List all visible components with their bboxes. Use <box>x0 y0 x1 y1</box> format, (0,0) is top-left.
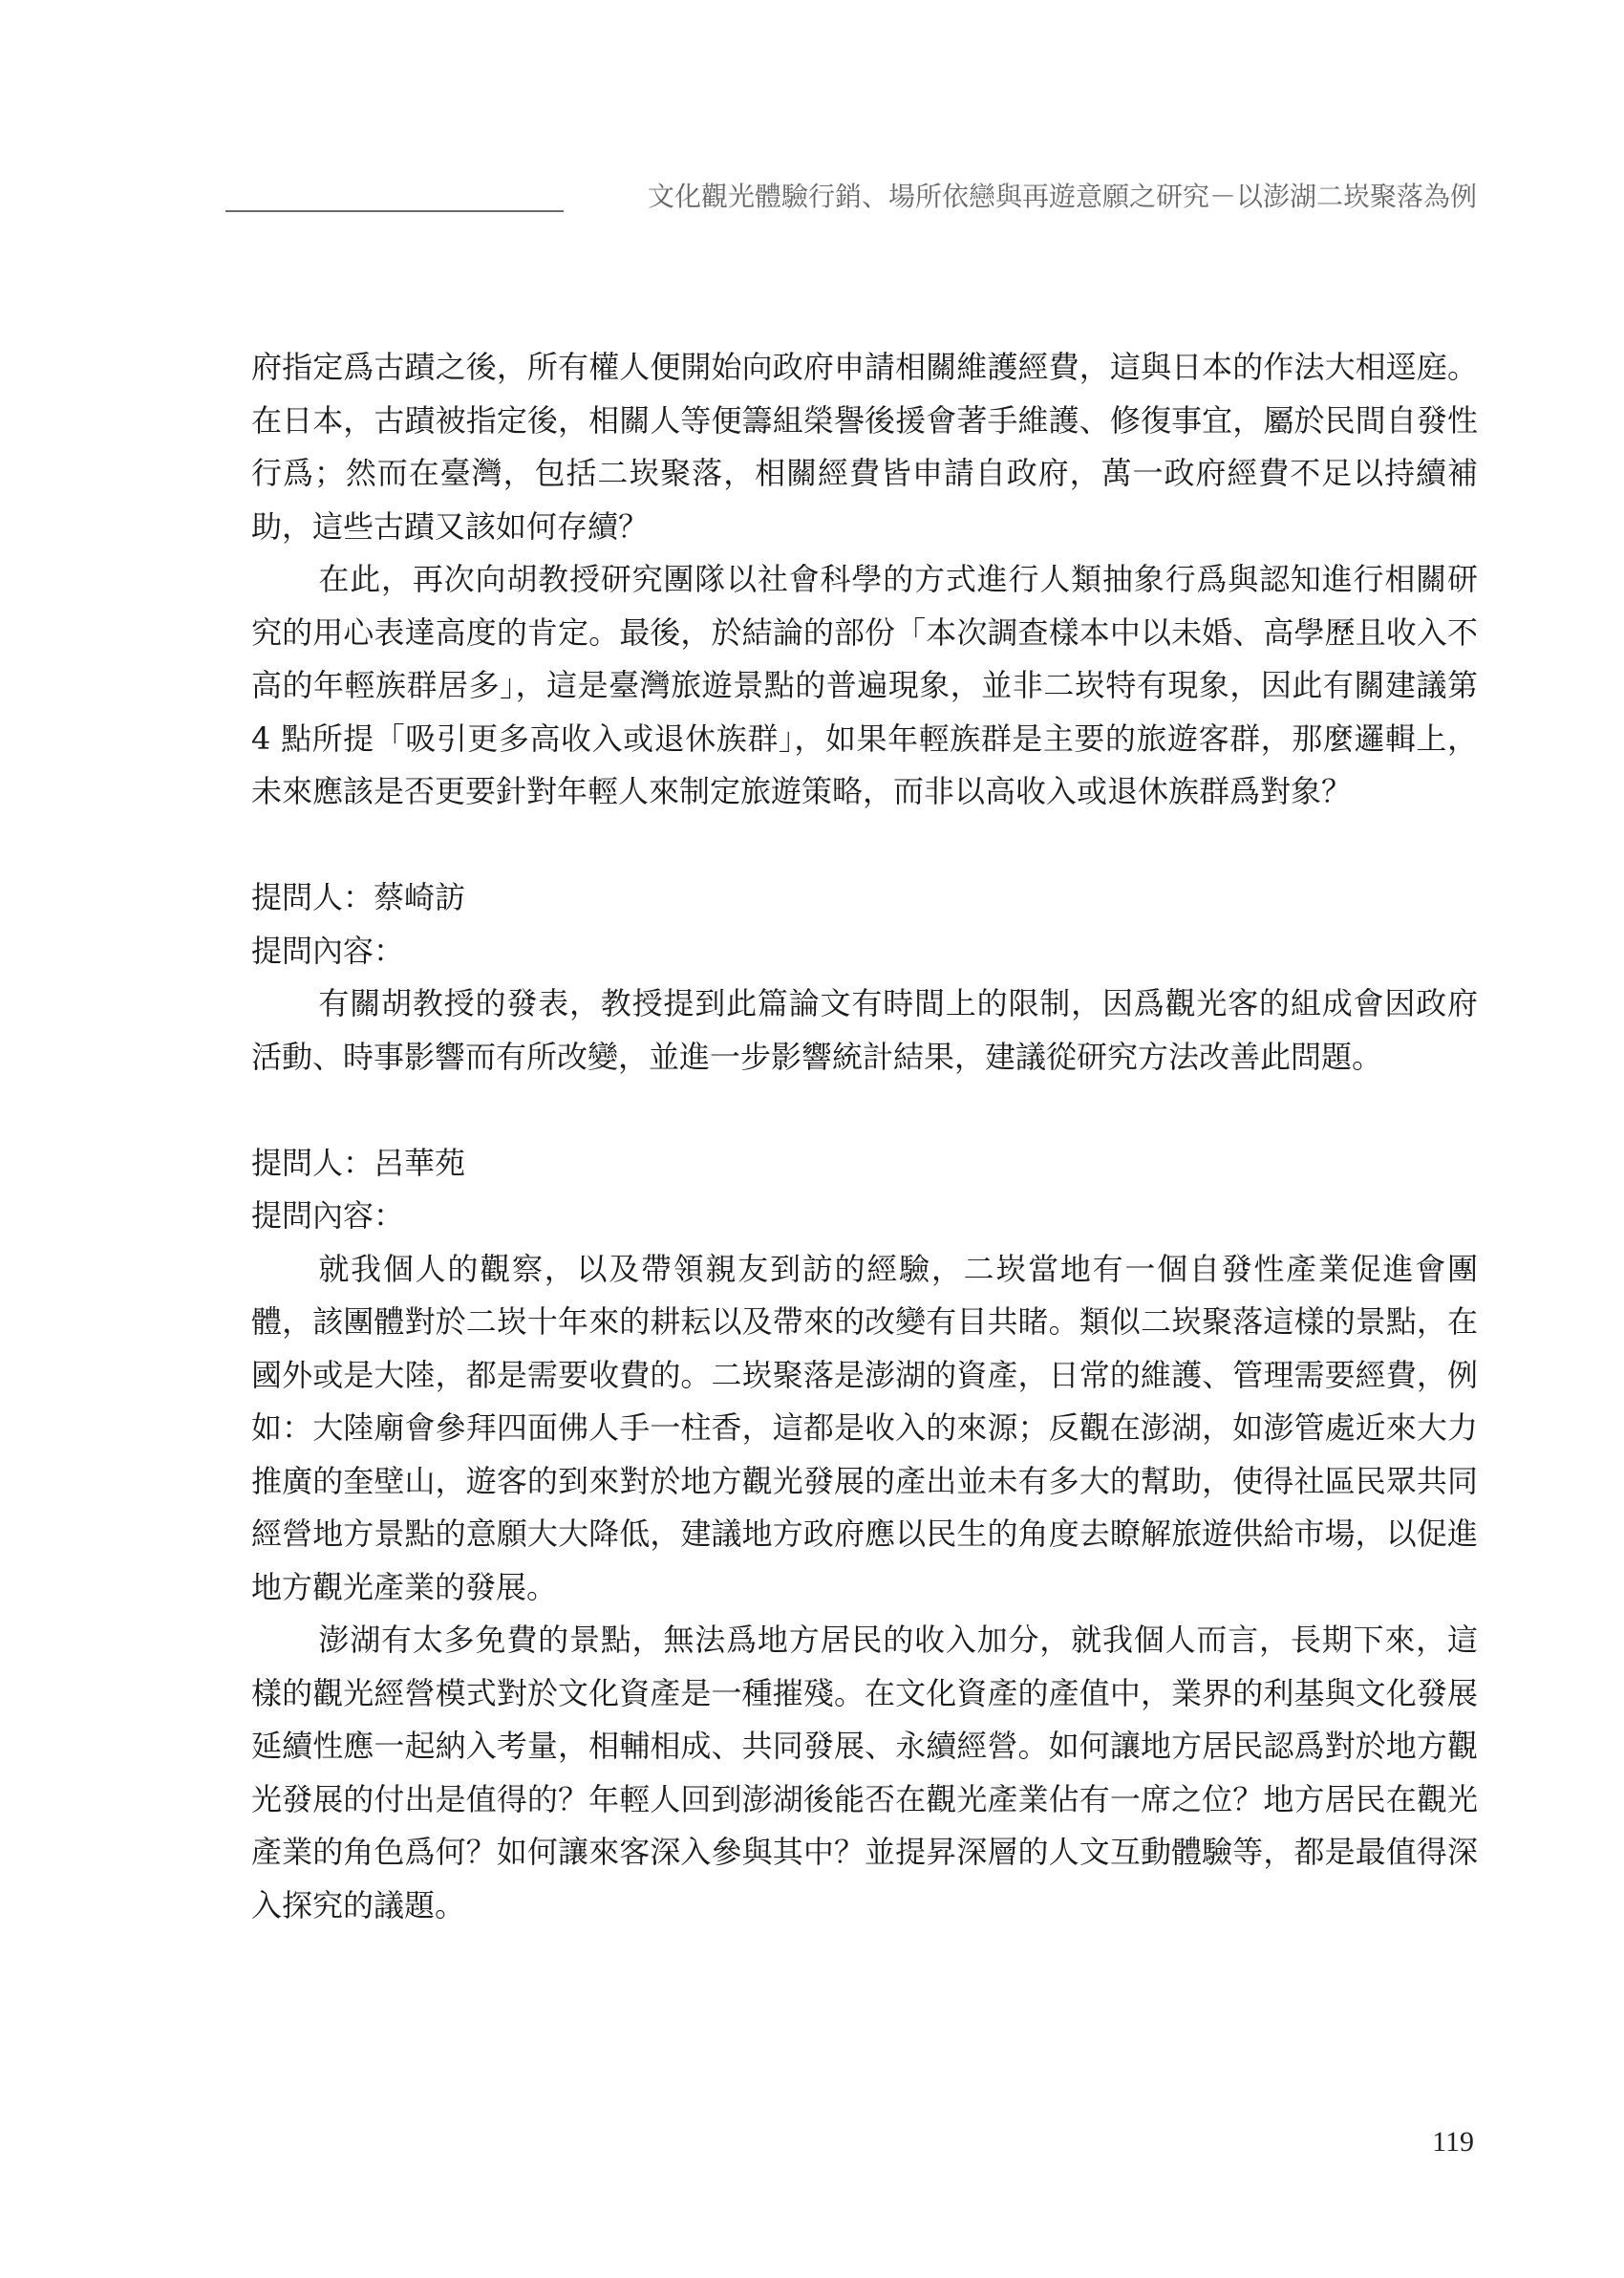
body-text <box>251 341 1478 1932</box>
question-1-content-label: 提問內容： <box>251 932 405 969</box>
section-gap <box>251 819 1478 872</box>
question-1-paragraph: 有關胡教授的發表，教授提到此篇論文有時間上的限制，因爲觀光客的組成會因政府活動、時事影響而有所改變，並進一步影響統計結果，建議從研究方法改善此問題。 <box>251 985 1478 1075</box>
question-2-content-label: 提問內容： <box>251 1197 405 1234</box>
paragraph-continued: 府指定爲古蹟之後，所有權人便開始向政府申請相關維護經費，這與日本的作法大相逕庭。在日本，古蹟被指定後，相關人等便籌組榮譽後援會著手維護、修復事宜，屬於民間自發性行爲；然而在臺灣，包括二崁聚落，相關經費皆申請自政府，萬一政府經費不足以持續補助，這些古蹟又該如何存續？ <box>251 349 1478 545</box>
question-2-asker: 提問人：呂華苑 <box>251 1144 466 1181</box>
running-header <box>225 176 1477 218</box>
question-1-asker: 提問人：蔡崎訪 <box>251 879 466 915</box>
question-2-paragraph-1: 就我個人的觀察，以及帶領親友到訪的經驗，二崁當地有一個自發性產業促進會團體，該團體對於二崁十年來的耕耘以及帶來的改變有目共睹。類似二崁聚落這樣的景點，在國外或是大陸，都是需要收費的。二崁聚落是澎湖的資產，日常的維護、管理需要經費，例如：大陸廟會參拜四面佛人手一柱香，這都是收入的來源；反觀在澎湖，如澎管處近來大力推廣的奎壁山，遊客的到來對於地方觀光發展的產出並未有多大的幫助，使得社區民眾共同經營地方景點的意願大大降低，建議地方政府應以民生的角度去瞭解旅遊供給市場，以促進地方觀光產業的發展。 <box>251 1250 1478 1605</box>
running-header-title: 文化觀光體驗行銷、場所依戀與再遊意願之研究－以澎湖二崁聚落為例 <box>647 181 1477 212</box>
header-rule <box>225 210 564 212</box>
section-gap <box>251 1084 1478 1137</box>
page-number: 119 <box>1432 2126 1474 2158</box>
question-2-paragraph-2: 澎湖有太多免費的景點，無法爲地方居民的收入加分，就我個人而言，長期下來，這樣的觀光經營模式對於文化資產是一種摧殘。在文化資產的產值中，業界的利基與文化發展延續性應一起納入考量，相輔相成、共同發展、永續經營。如何讓地方居民認爲對於地方觀光發展的付出是值得的？年輕人回到澎湖後能否在觀光產業佔有一席之位？地方居民在觀光產業的角色爲何？如何讓來客深入參與其中？並提昇深層的人文互動體驗等，都是最值得深入探究的議題。 <box>251 1622 1478 1923</box>
paragraph-commentary: 在此，再次向胡教授研究團隊以社會科學的方式進行人類抽象行爲與認知進行相關研究的用心表達高度的肯定。最後，於結論的部份「本次調查樣本中以未婚、高學歷且收入不高的年輕族群居多」，這是臺灣旅遊景點的普遍現象，並非二崁特有現象，因此有關建議第 4 點所提「吸引更多高收入或退休族群」，如果年輕族群是主要的旅遊客群，那麼邏輯上，未來應該是否更要針對年輕人來制定旅遊策略，而非以高收入或退休族群爲對象？ <box>251 561 1478 809</box>
